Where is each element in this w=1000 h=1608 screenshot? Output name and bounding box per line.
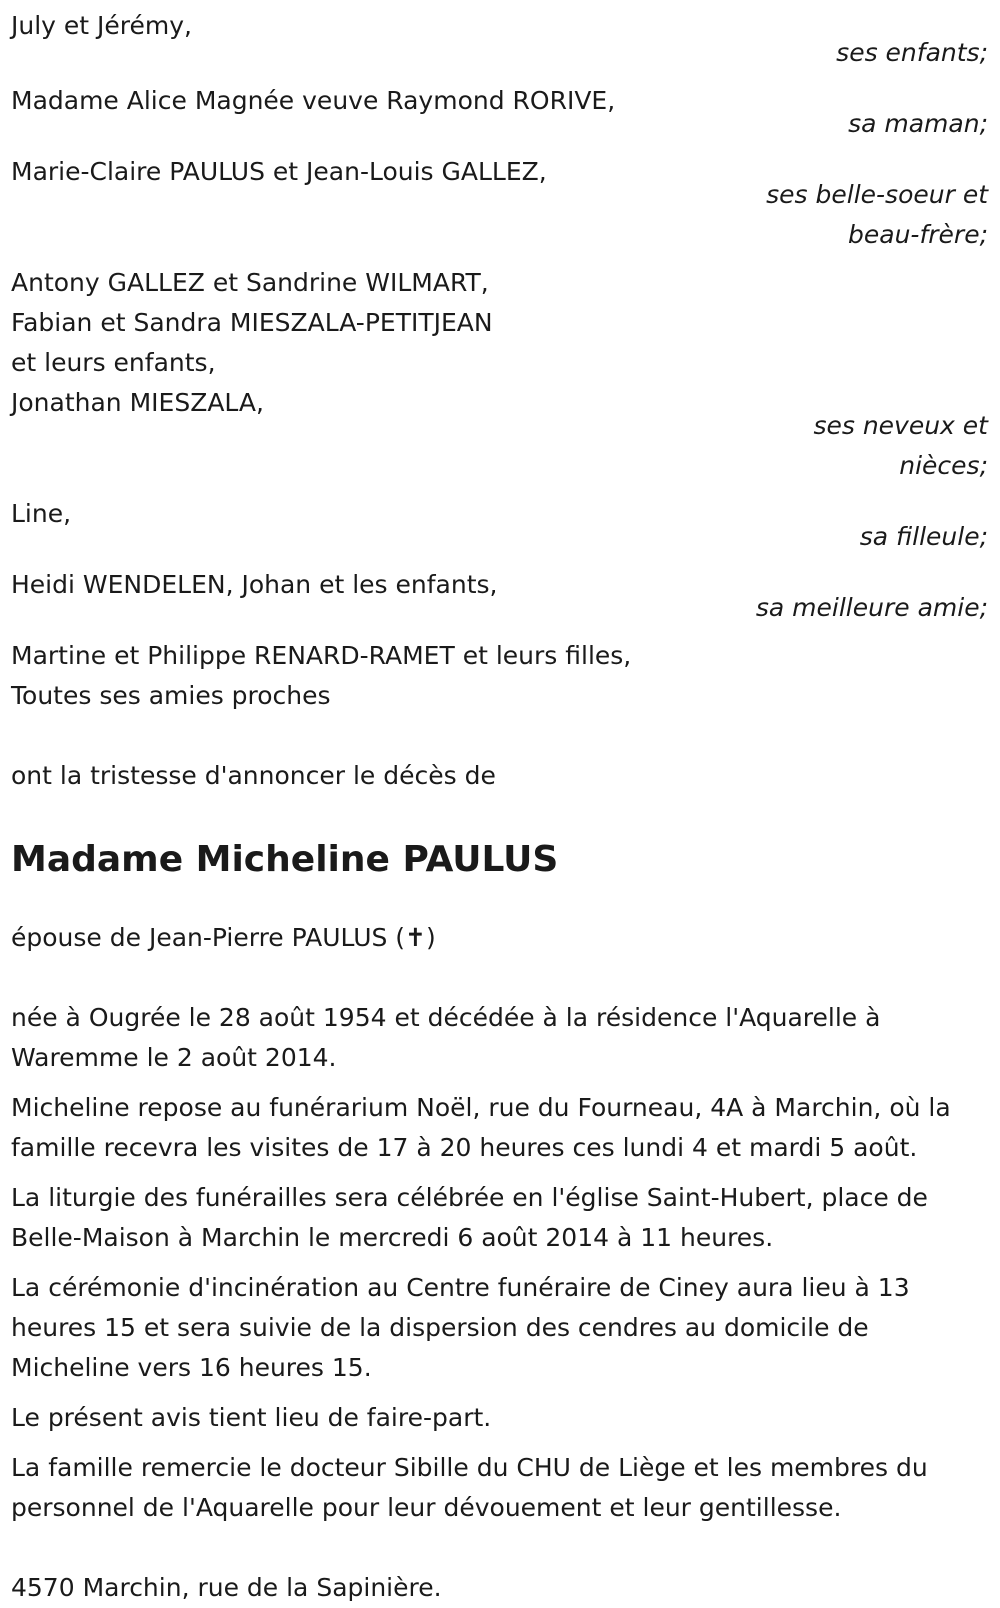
- liturgy-paragraph: La liturgie des funérailles sera célébrée en l'église Saint-Hubert, place de Belle-Maison à Marchin le mercredi 6 août 2014 à 11 heures.: [11, 1183, 928, 1252]
- announcement-text: ont la tristesse d'annoncer le décès de: [11, 761, 496, 790]
- family-role: ses neveux et: [813, 411, 988, 440]
- family-names: Antony GALLEZ et Sandrine WILMART,: [11, 268, 489, 297]
- obituary-notice: [11, 6, 988, 1608]
- visitation-paragraph: Micheline repose au funérarium Noël, rue du Fourneau, 4A à Marchin, où la famille recevra les visites de 17 à 20 heures ces lundi 4 et mardi 5 août.: [11, 1093, 951, 1162]
- thanks-paragraph: La famille remercie le docteur Sibille du CHU de Liège et les membres du personnel de l'Aquarelle pour leur dévouement et leur gentillesse.: [11, 1453, 928, 1522]
- family-group-in-laws: [11, 152, 988, 255]
- address-line: 4570 Marchin, rue de la Sapinière.: [11, 1573, 442, 1602]
- family-role: ses enfants;: [836, 38, 988, 67]
- family-role: nièces;: [899, 451, 988, 480]
- family-names: Heidi WENDELEN, Johan et les enfants,: [11, 570, 498, 599]
- family-names: Fabian et Sandra MIESZALA-PETITJEAN: [11, 308, 493, 337]
- family-role: ses belle-soeur et: [766, 180, 988, 209]
- family-group-goddaughter: [11, 494, 988, 557]
- family-group-friends: [11, 636, 988, 716]
- notice-paragraph: Le présent avis tient lieu de faire-part.: [11, 1403, 492, 1432]
- family-names: July et Jérémy,: [11, 11, 192, 40]
- family-role: sa meilleure amie;: [755, 593, 988, 622]
- deceased-name: Madame Micheline PAULUS: [11, 839, 559, 880]
- family-group-mother: [11, 81, 988, 144]
- family-role: beau-frère;: [848, 220, 988, 249]
- family-names: Martine et Philippe RENARD-RAMET et leurs filles,: [11, 641, 632, 670]
- cremation-paragraph: La cérémonie d'incinération au Centre funéraire de Ciney aura lieu à 13 heures 15 et sera suivie de la dispersion des cendres au domicile de Micheline vers 16 heures 15.: [11, 1273, 910, 1382]
- family-group-best-friend: [11, 565, 988, 628]
- family-group-children: [11, 6, 988, 73]
- family-names: Madame Alice Magnée veuve Raymond RORIVE,: [11, 86, 616, 115]
- birth-death-paragraph: née à Ougrée le 28 août 1954 et décédée à la résidence l'Aquarelle à Waremme le 2 août 2014.: [11, 1003, 881, 1072]
- family-names: Marie-Claire PAULUS et Jean-Louis GALLEZ,: [11, 157, 547, 186]
- family-names: Toutes ses amies proches: [11, 681, 331, 710]
- family-role: sa filleule;: [859, 522, 988, 551]
- family-names: et leurs enfants,: [11, 348, 216, 377]
- family-role: sa maman;: [848, 109, 988, 138]
- family-group-nephews: [11, 263, 988, 486]
- family-names: Jonathan MIESZALA,: [11, 388, 264, 417]
- family-names: Line,: [11, 499, 72, 528]
- spouse-line: épouse de Jean-Pierre PAULUS (✝): [11, 923, 436, 952]
